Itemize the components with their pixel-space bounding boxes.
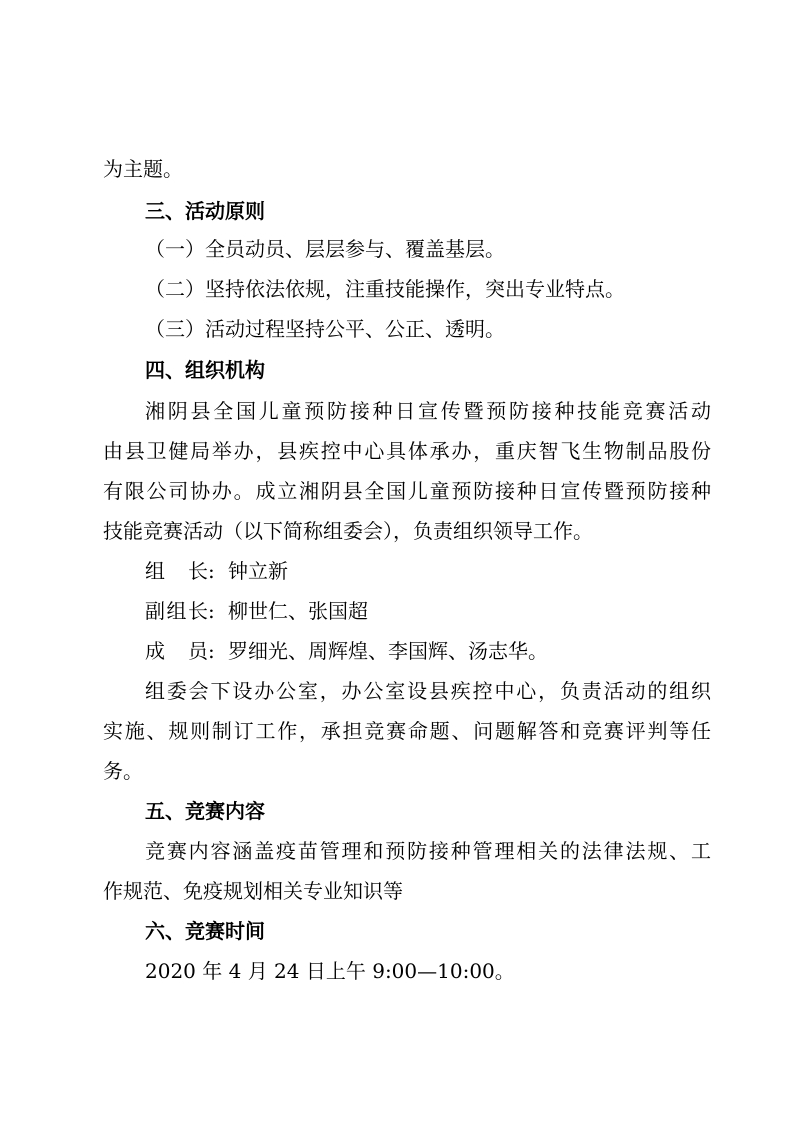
- principle-item-1: （一）全员动员、层层参与、覆盖基层。: [145, 237, 505, 261]
- member-row-members: [0, 638, 793, 664]
- content-line-2: 作规范、免疫规划相关专业知识等: [103, 879, 403, 903]
- member-colon: :: [208, 639, 215, 663]
- content-text-1: 竞赛内容涵盖疫苗管理和预防接种管理相关的法律法规、工: [145, 839, 711, 863]
- member-value: 柳世仁、张国超: [228, 599, 368, 623]
- section-5-heading: 五、竞赛内容: [145, 799, 265, 823]
- time-line: 2020 年 4 月 24 日上午 9:00—10:00。: [145, 959, 515, 983]
- member-colon: :: [208, 559, 215, 583]
- office-paragraph-text-1: 组委会下设办公室，办公室设县疾控中心，负责活动的组织: [145, 679, 711, 703]
- principle-item-2: （二）坚持依法依规，注重技能操作，突出专业特点。: [145, 277, 625, 301]
- section-4-heading: 四、组织机构: [145, 358, 265, 382]
- content-line-1: [0, 838, 793, 864]
- org-paragraph-line-4: 技能竞赛活动（以下简称组委会），负责组织领导工作。: [103, 519, 593, 543]
- org-paragraph-text-3: 有限公司协办。成立湘阴县全国儿童预防接种日宣传暨预防接种: [103, 479, 711, 503]
- member-value: 钟立新: [228, 559, 288, 583]
- member-row-deputy: [0, 598, 793, 624]
- office-paragraph-line-3: 务。: [103, 759, 143, 783]
- org-paragraph-line-2: [0, 438, 793, 464]
- org-paragraph-text-2: 由县卫健局举办，县疾控中心具体承办，重庆智飞生物制品股份: [103, 439, 711, 463]
- member-label: 成 员: [145, 639, 208, 663]
- org-paragraph-line-3: [0, 478, 793, 504]
- continuation-text: 为主题。: [103, 157, 183, 181]
- member-label: 组 长: [145, 559, 208, 583]
- section-3-heading: 三、活动原则: [145, 199, 265, 223]
- principle-item-3: （三）活动过程坚持公平、公正、透明。: [145, 317, 505, 341]
- org-paragraph-line-1: [0, 398, 793, 424]
- org-paragraph-text-1: 湘阴县全国儿童预防接种日宣传暨预防接种技能竞赛活动: [145, 399, 711, 423]
- section-6-heading: 六、竞赛时间: [145, 919, 265, 943]
- member-value: 罗细光、周辉煌、李国辉、汤志华。: [228, 639, 548, 663]
- member-row-leader: [0, 558, 793, 584]
- office-paragraph-line-2: [0, 718, 793, 744]
- office-paragraph-line-1: [0, 678, 793, 704]
- member-colon: :: [208, 599, 215, 623]
- member-label: 副组长: [145, 599, 208, 623]
- office-paragraph-text-2: 实施、规则制订工作，承担竞赛命题、问题解答和竞赛评判等任: [103, 719, 711, 743]
